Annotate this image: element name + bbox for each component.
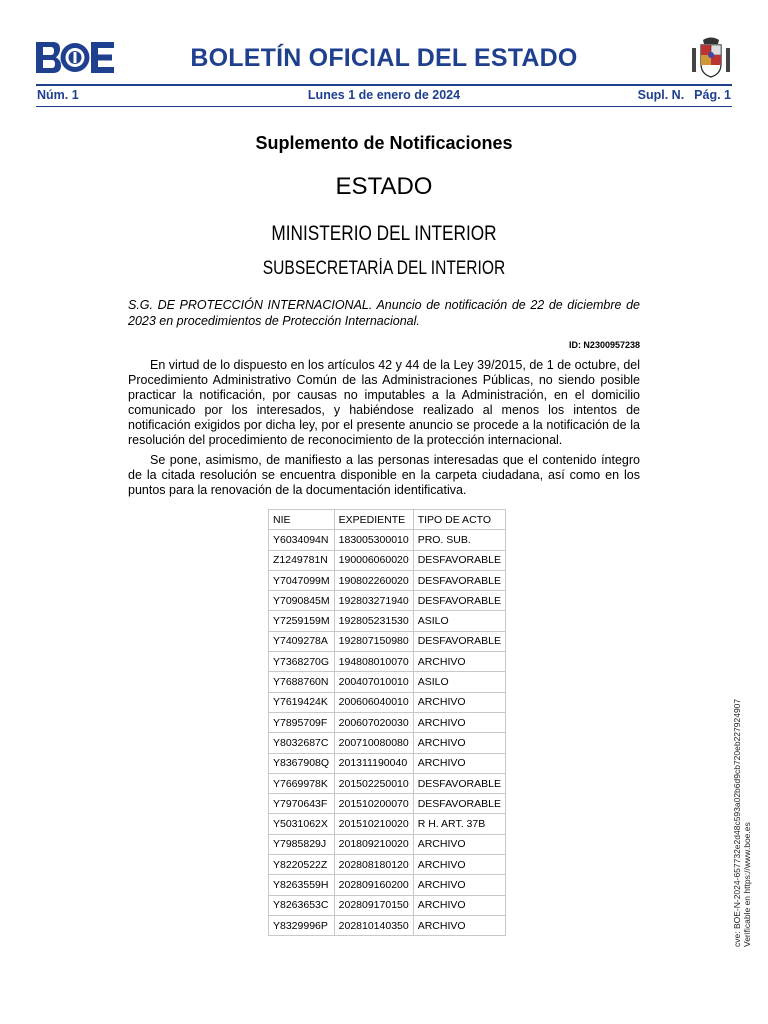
issue-date: Lunes 1 de enero de 2024	[307, 88, 461, 102]
table-row	[269, 530, 506, 550]
cell-expediente: 190006060020	[334, 550, 413, 570]
cell-expediente: 201809210020	[334, 834, 413, 854]
body-paragraph-2: Se pone, asimismo, de manifiesto a las personas interesadas que el contenido íntegro de la citada resolución se encuentra disponible en la carpeta ciudadana, así como en los puntos para la renovación de la documentación identificativa.	[128, 453, 640, 497]
cell-expediente: 201510200070	[334, 794, 413, 814]
table-row	[269, 773, 506, 793]
cell-nie: Y7970643F	[269, 794, 335, 814]
supplement-label: Supl. N.	[637, 88, 685, 102]
cell-tipo-acto: ARCHIVO	[413, 652, 505, 672]
cell-tipo-acto: PRO. SUB.	[413, 530, 505, 550]
cell-nie: Y8329996P	[269, 915, 335, 935]
cell-tipo-acto: ARCHIVO	[413, 895, 505, 915]
table-row	[269, 631, 506, 651]
verification-sidebar	[732, 699, 752, 947]
section-estado: ESTADO	[335, 173, 433, 200]
cell-tipo-acto: R H. ART. 37B	[413, 814, 505, 834]
cell-tipo-acto: DESFAVORABLE	[413, 550, 505, 570]
cve-code: cve: BOE-N-2024-657732e2d48c593a02b6d9cb720eb227924907	[732, 698, 742, 947]
table-row	[269, 895, 506, 915]
table-body	[269, 530, 506, 936]
cell-expediente: 194808010070	[334, 652, 413, 672]
cell-nie: Y7368270G	[269, 652, 335, 672]
cell-nie: Z1249781N	[269, 550, 335, 570]
table-header-row	[269, 510, 506, 530]
table-row	[269, 652, 506, 672]
boe-logo	[36, 42, 114, 73]
cell-tipo-acto: ARCHIVO	[413, 855, 505, 875]
table-row	[269, 672, 506, 692]
cell-nie: Y8263653C	[269, 895, 335, 915]
table-row	[269, 814, 506, 834]
table-row	[269, 692, 506, 712]
cell-nie: Y7895709F	[269, 712, 335, 732]
verification-url: Verificable en https://www.boe.es	[742, 822, 752, 947]
newspaper-title: BOLETÍN OFICIAL DEL ESTADO	[190, 44, 578, 72]
cell-tipo-acto: ARCHIVO	[413, 733, 505, 753]
subsecretaria-heading: SUBSECRETARÍA DEL INTERIOR	[262, 258, 506, 279]
table-row	[269, 733, 506, 753]
cell-nie: Y6034094N	[269, 530, 335, 550]
supplement-title: Suplemento de Notificaciones	[255, 133, 513, 153]
cell-tipo-acto: ASILO	[413, 672, 505, 692]
cell-tipo-acto: DESFAVORABLE	[413, 570, 505, 590]
table-row	[269, 915, 506, 935]
cell-tipo-acto: ARCHIVO	[413, 915, 505, 935]
notification-table	[268, 509, 506, 936]
cell-nie: Y7985829J	[269, 834, 335, 854]
cell-expediente: 202808180120	[334, 855, 413, 875]
column-header-expediente: EXPEDIENTE	[334, 510, 413, 530]
cell-nie: Y5031062X	[269, 814, 335, 834]
cell-nie: Y8263559H	[269, 875, 335, 895]
table-row	[269, 834, 506, 854]
cell-expediente: 201311190040	[334, 753, 413, 773]
table-row	[269, 875, 506, 895]
cell-expediente: 200606040010	[334, 692, 413, 712]
cell-expediente: 202809170150	[334, 895, 413, 915]
table-row	[269, 855, 506, 875]
announcement-id: ID: N2300957238	[568, 340, 640, 350]
cell-expediente: 200407010010	[334, 672, 413, 692]
cell-nie: Y7688760N	[269, 672, 335, 692]
page-number: Pág. 1	[694, 88, 731, 102]
cell-nie: Y7259159M	[269, 611, 335, 631]
table-row	[269, 611, 506, 631]
cell-tipo-acto: ARCHIVO	[413, 692, 505, 712]
cell-tipo-acto: ASILO	[413, 611, 505, 631]
cell-tipo-acto: DESFAVORABLE	[413, 591, 505, 611]
table-row	[269, 570, 506, 590]
cell-expediente: 192803271940	[334, 591, 413, 611]
cell-tipo-acto: DESFAVORABLE	[413, 631, 505, 651]
cell-nie: Y8032687C	[269, 733, 335, 753]
cell-expediente: 200710080080	[334, 733, 413, 753]
cell-tipo-acto: ARCHIVO	[413, 753, 505, 773]
cell-nie: Y7619424K	[269, 692, 335, 712]
table-row	[269, 712, 506, 732]
table-row	[269, 794, 506, 814]
cell-expediente: 200607020030	[334, 712, 413, 732]
cell-tipo-acto: ARCHIVO	[413, 875, 505, 895]
table-row	[269, 550, 506, 570]
cell-tipo-acto: DESFAVORABLE	[413, 773, 505, 793]
column-header-nie: NIE	[269, 510, 335, 530]
cell-tipo-acto: ARCHIVO	[413, 712, 505, 732]
column-header-tipo-acto: TIPO DE ACTO	[413, 510, 505, 530]
cell-nie: Y7409278A	[269, 631, 335, 651]
cell-expediente: 201510210020	[334, 814, 413, 834]
cell-expediente: 202809160200	[334, 875, 413, 895]
coat-of-arms-icon	[690, 36, 732, 80]
announcement-title: S.G. DE PROTECCIÓN INTERNACIONAL. Anuncio de notificación de 22 de diciembre de 2023 en procedimientos de Protección Internacional.	[128, 298, 640, 328]
cell-nie: Y8220522Z	[269, 855, 335, 875]
cell-expediente: 202810140350	[334, 915, 413, 935]
header-subrule	[36, 106, 732, 107]
body-paragraph-1: En virtud de lo dispuesto en los artículos 42 y 44 de la Ley 39/2015, de 1 de octubre, del Procedimiento Administrativo Común de las Administraciones Públicas, no siendo posible practicar la notificación, por causas no imputables a la Administración, en el domicilio comunicado por los interesados, y habiéndose realizado al menos los intentos de notificación exigidos por dicha ley, por el presente anuncio se procede a la notificación de la resolución del procedimiento de reconocimiento de la protección internacional.	[128, 358, 640, 447]
cell-expediente: 190802260020	[334, 570, 413, 590]
cell-tipo-acto: DESFAVORABLE	[413, 794, 505, 814]
header-rule	[36, 84, 732, 86]
cell-expediente: 201502250010	[334, 773, 413, 793]
table-row	[269, 753, 506, 773]
cell-nie: Y7047099M	[269, 570, 335, 590]
cell-nie: Y7669978K	[269, 773, 335, 793]
cell-expediente: 192807150980	[334, 631, 413, 651]
cell-expediente: 192805231530	[334, 611, 413, 631]
table-row	[269, 591, 506, 611]
ministry-heading: MINISTERIO DEL INTERIOR	[271, 222, 497, 245]
cell-tipo-acto: ARCHIVO	[413, 834, 505, 854]
cell-nie: Y7090845M	[269, 591, 335, 611]
cell-expediente: 183005300010	[334, 530, 413, 550]
cell-nie: Y8367908Q	[269, 753, 335, 773]
issue-number: Núm. 1	[37, 88, 79, 102]
supplement-page	[638, 88, 731, 102]
